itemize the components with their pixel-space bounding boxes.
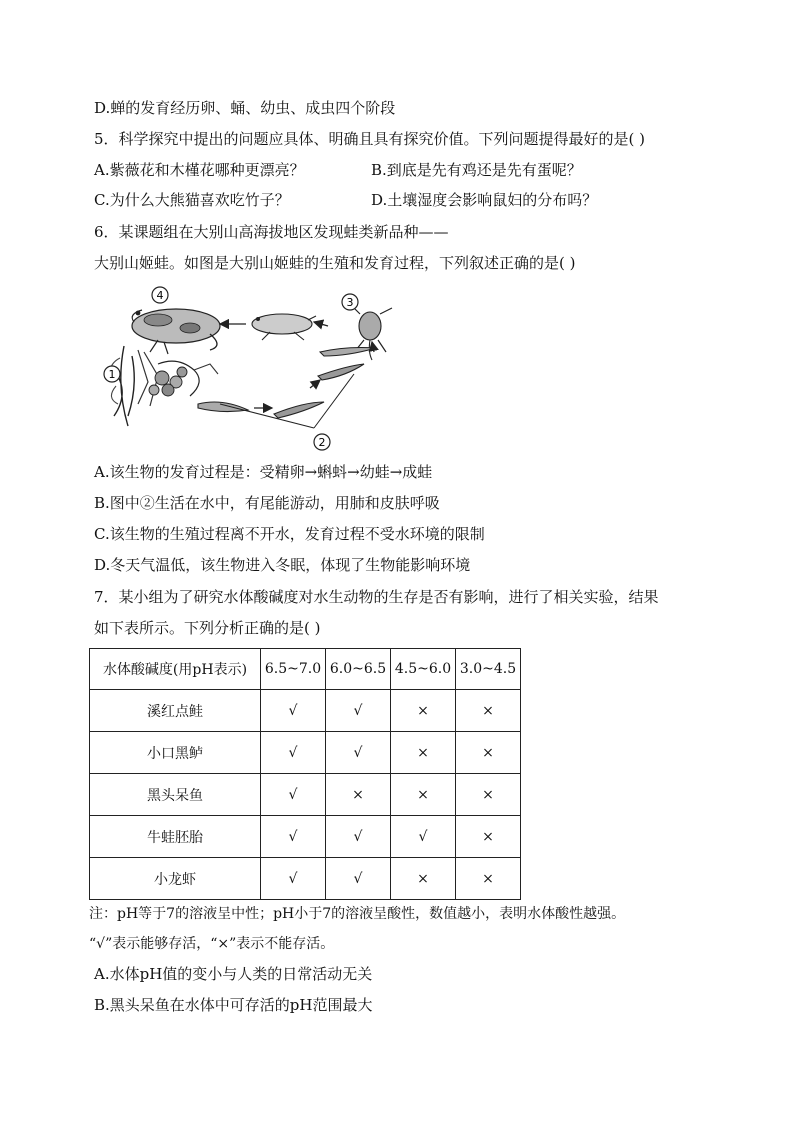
result-cell: × [391, 690, 456, 732]
marker-1 [104, 366, 120, 382]
result-cell: × [456, 732, 521, 774]
result-cell: √ [261, 732, 326, 774]
table-header-cell: 6.0~6.5 [326, 649, 391, 690]
marker-4 [152, 287, 168, 303]
q7-stem-line2: 如下表所示。下列分析正确的是( ) [94, 619, 321, 637]
table-row [90, 816, 521, 858]
tadpole-sketches [198, 348, 376, 419]
marker-1-label: 1 [108, 368, 116, 381]
plants-and-eggs-sketch [110, 346, 218, 426]
result-cell: √ [326, 732, 391, 774]
result-cell: × [456, 816, 521, 858]
result-cell: × [456, 690, 521, 732]
q5-option-d: D.土壤湿度会影响鼠妇的分布吗？ [371, 191, 598, 209]
q7-note-line2: “√”表示能够存活，“×”表示不能存活。 [89, 936, 335, 952]
q7-option-a: A.水体pH值的变小与人类的日常活动无关 [94, 965, 373, 983]
q6-option-d: D.冬天气温低，该生物进入冬眠，体现了生物能影响环境 [94, 556, 471, 574]
result-cell: √ [261, 816, 326, 858]
ph-survival-table [89, 648, 521, 900]
marker-2-label: 2 [318, 436, 326, 449]
table-header-cell: 6.5~7.0 [261, 649, 326, 690]
q6-option-c: C.该生物的生殖过程离不开水，发育过程不受水环境的限制 [94, 525, 485, 543]
adult-frog-sketch [132, 309, 220, 354]
q7-note-line1: 注：pH等于7的溶液呈中性；pH小于7的溶液呈酸性，数值越小，表明水体酸性越强。 [89, 906, 626, 922]
frog-life-cycle-figure [98, 286, 410, 452]
table-row [90, 774, 521, 816]
species-cell: 黑头呆鱼 [90, 774, 261, 816]
result-cell: √ [261, 858, 326, 900]
q6-stem-line1: 6．某课题组在大别山高海拔地区发现蛙类新品种—— [94, 223, 449, 241]
q6-stem-line2: 大别山姬蛙。如图是大别山姬蛙的生殖和发育过程，下列叙述正确的是( ) [94, 254, 576, 272]
table-header-row [90, 649, 521, 690]
q7-option-b: B.黑头呆鱼在水体中可存活的pH范围最大 [94, 996, 373, 1014]
result-cell: √ [326, 858, 391, 900]
q5-option-b: B.到底是先有鸡还是先有蛋呢？ [371, 161, 582, 179]
result-cell: × [391, 774, 456, 816]
species-cell: 小龙虾 [90, 858, 261, 900]
species-cell: 溪红点鲑 [90, 690, 261, 732]
table-row [90, 858, 521, 900]
result-cell: √ [391, 816, 456, 858]
result-cell: × [391, 858, 456, 900]
species-cell: 小口黑鲈 [90, 732, 261, 774]
table-header-cell: 水体酸碱度(用pH表示) [90, 649, 261, 690]
result-cell: √ [261, 690, 326, 732]
q7-stem-line1: 7．某小组为了研究水体酸碱度对水生动物的生存是否有影响，进行了相关实验，结果 [94, 588, 659, 606]
q6-option-a: A.该生物的发育过程是：受精卵→蝌蚪→幼蛙→成蛙 [94, 463, 433, 481]
marker-3-label: 3 [346, 296, 354, 309]
result-cell: × [326, 774, 391, 816]
result-cell: × [456, 858, 521, 900]
result-cell: × [456, 774, 521, 816]
q5-option-a: A.紫薇花和木槿花哪种更漂亮？ [94, 161, 305, 179]
q5-option-c: C.为什么大熊猫喜欢吃竹子？ [94, 191, 290, 209]
table-header-cell: 4.5~6.0 [391, 649, 456, 690]
table-row [90, 732, 521, 774]
result-cell: × [391, 732, 456, 774]
young-frog-sketch [252, 314, 316, 340]
species-cell: 牛蛙胚胎 [90, 816, 261, 858]
marker-2 [314, 434, 330, 450]
result-cell: √ [326, 690, 391, 732]
result-cell: √ [326, 816, 391, 858]
marker-3 [342, 294, 358, 310]
q5-stem: 5．科学探究中提出的问题应具体、明确且具有探究价值。下列问题提得最好的是( ) [94, 130, 646, 148]
marker-4-label: 4 [156, 289, 164, 302]
table-header-cell: 3.0~4.5 [456, 649, 521, 690]
result-cell: √ [261, 774, 326, 816]
q6-option-b: B.图中②生活在水中，有尾能游动，用肺和皮肤呼吸 [94, 494, 440, 512]
table-row [90, 690, 521, 732]
q4-option-d: D.蝉的发育经历卵、蛹、幼虫、成虫四个阶段 [94, 99, 396, 117]
